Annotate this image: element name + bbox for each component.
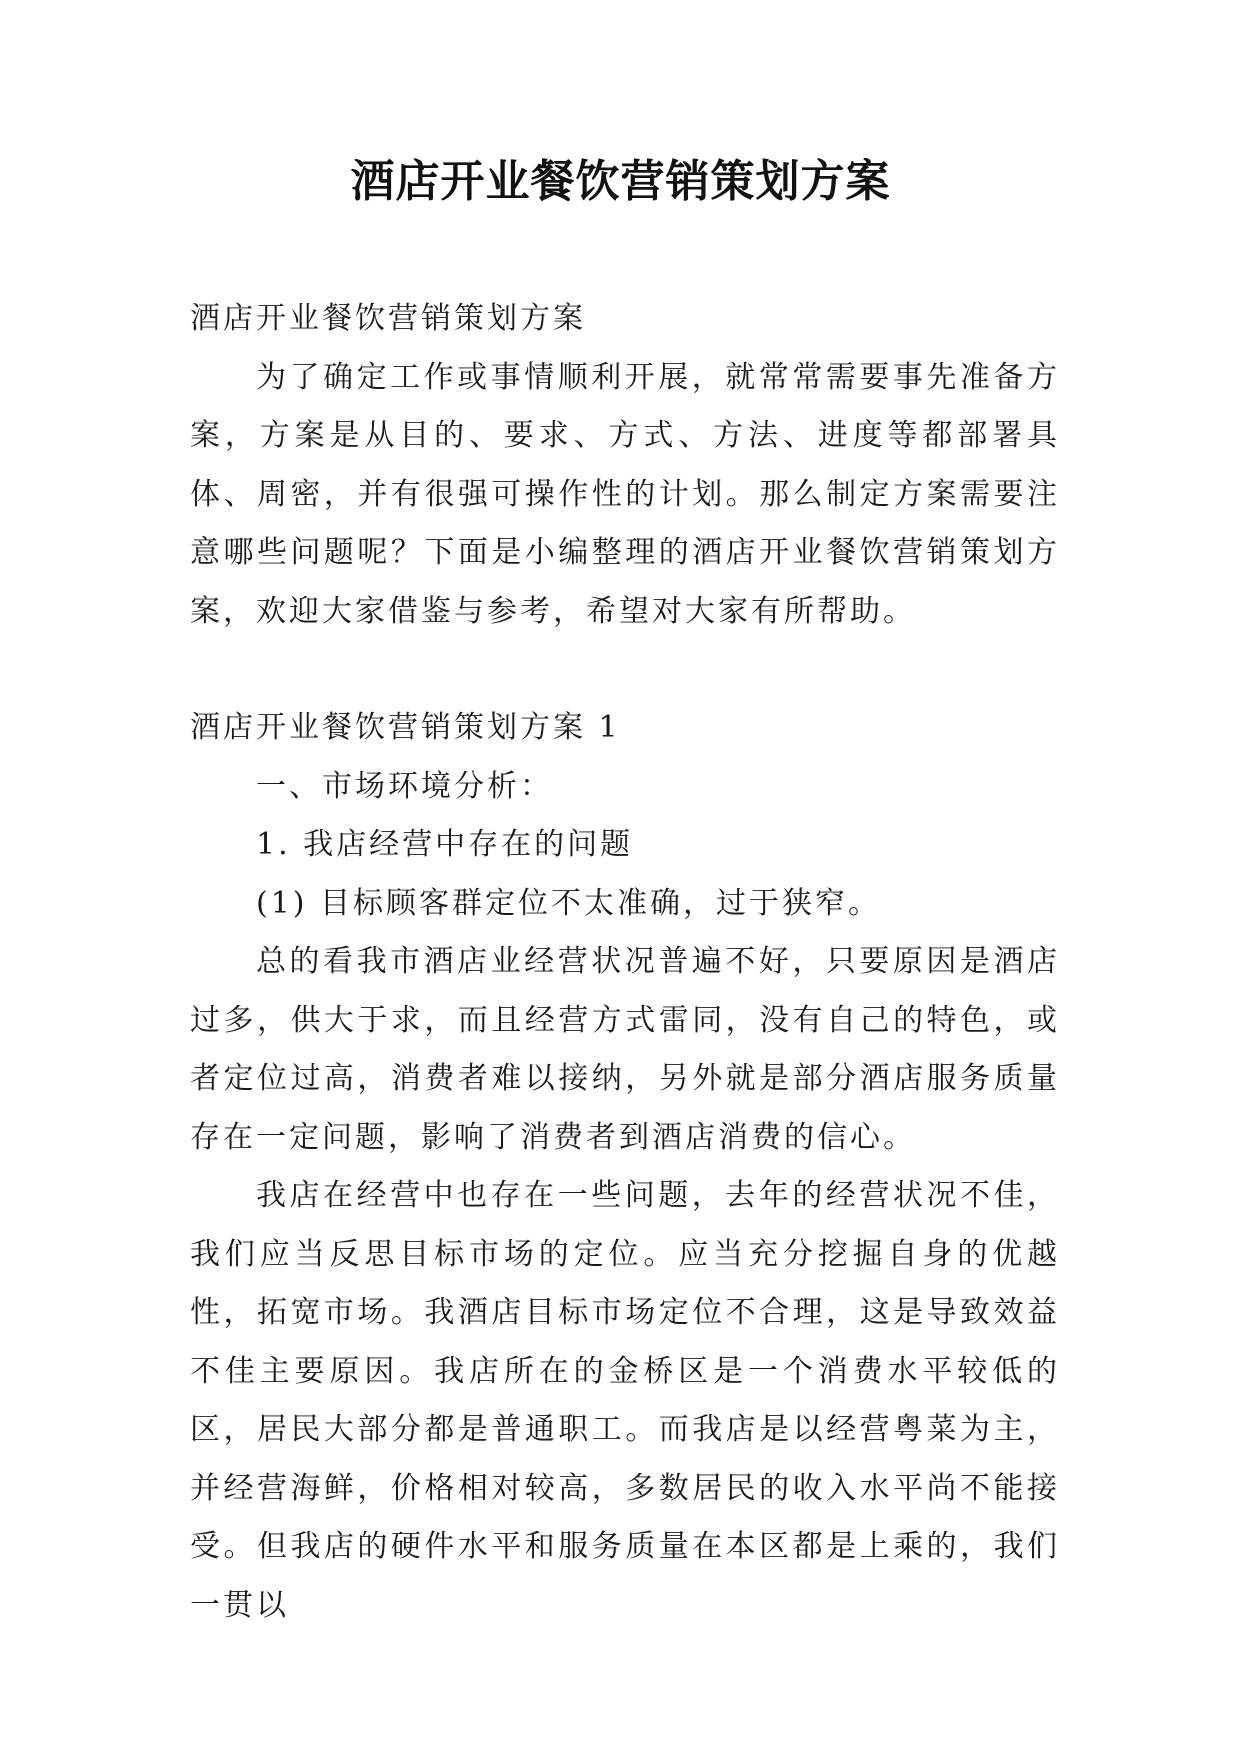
intro-paragraph: 为了确定工作或事情顺利开展，就常常需要事先准备方案，方案是从目的、要求、方式、方法、进度等都部署具体、周密，并有很强可操作性的计划。那么制定方案需要注意哪些问题呢？下面是小编整理的酒店开业餐饮营销策划方案，欢迎大家借鉴与参考，希望对大家有所帮助。	[190, 359, 1060, 629]
body-paragraph-industry: 总的看我市酒店业经营状况普遍不好，只要原因是酒店过多，供大于求，而且经营方式雷同，没有自己的特色，或者定位过高，消费者难以接纳，另外就是部分酒店服务质量存在一定问题，影响了消费者到酒店消费的信心。	[190, 944, 1060, 1155]
section-subheading-target: (1) 目标顾客群定位不太准确，过于狭窄。	[256, 885, 882, 921]
body-paragraph-store: 我店在经营中也存在一些问题，去年的经营状况不佳，我们应当反思目标市场的定位。应当充分挖掘自身的优越性，拓宽市场。我酒店目标市场定位不合理，这是导致效益不佳主要原因。我店所在的金桥区是一个消费水平较低的区，居民大部分都是普通职工。而我店是以经营粤菜为主，并经营海鲜，价格相对较高，多数居民的收入水平尚不能接受。但我店的硬件水平和服务质量在本区都是上乘的，我们一贯以	[190, 1178, 1060, 1623]
document-title: 酒店开业餐饮营销策划方案	[350, 156, 891, 207]
document-subtitle: 酒店开业餐饮营销策划方案	[190, 301, 586, 336]
document-body	[190, 290, 1060, 1635]
section-heading: 酒店开业餐饮营销策划方案 1	[190, 710, 621, 745]
section-subheading-problems: 1. 我店经营中存在的问题	[256, 827, 634, 862]
section-subheading-market: 一、市场环境分析：	[256, 768, 553, 804]
